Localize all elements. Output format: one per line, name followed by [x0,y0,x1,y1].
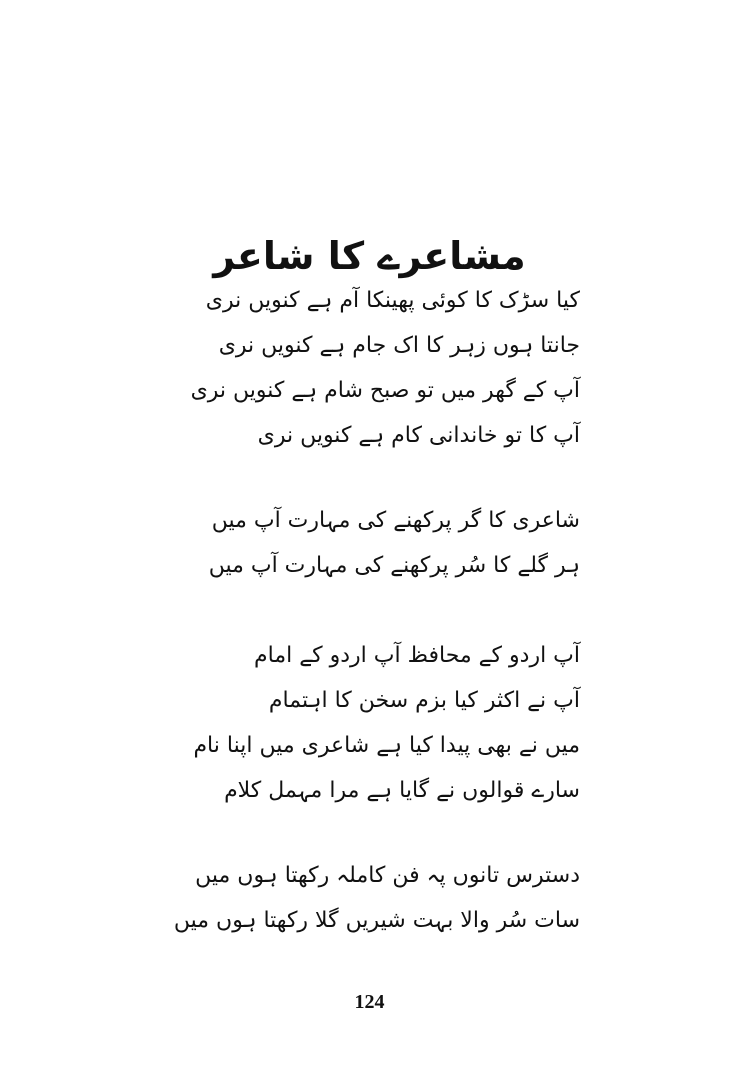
page-number: 124 [354,991,385,1013]
verse-line: سات سُر والا بہت شیریں گلا رکھتا ہوں میں [173,908,580,933]
verse-line: شاعری کا گر پرکھنے کی مہارت آپ میں [211,508,580,533]
verse-line: جانتا ہوں زہر کا اک جام ہے کنویں نری [218,333,580,358]
verse-line: سارے قوالوں نے گایا ہے مرا مہمل کلام [224,778,580,803]
verse-line: کیا سڑک کا کوئی پھینکا آم ہے کنویں نری [205,288,580,313]
verse-line: دسترس تانوں پہ فن کاملہ رکھتا ہوں میں [195,863,580,888]
verse-line: آپ اردو کے محافظ آپ اردو کے امام [254,643,580,668]
stanza-4 [173,853,580,943]
stanza-1 [190,278,580,458]
verse-line: ہر گلے کا سُر پرکھنے کی مہارت آپ میں [208,553,580,578]
poem-body [173,0,580,1080]
stanza-2 [208,498,580,588]
verse-line: آپ نے اکثر کیا بزم سخن کا اہتمام [268,688,580,713]
verse-line: آپ کا تو خاندانی کام ہے کنویں نری [257,423,580,448]
verse-line: میں نے بھی پیدا کیا ہے شاعری میں اپنا نام [193,733,580,758]
stanza-3 [193,633,580,813]
poem-title: مشاعرے کا شاعر [213,234,526,278]
verse-line: آپ کے گھر میں تو صبح شام ہے کنویں نری [190,378,580,403]
